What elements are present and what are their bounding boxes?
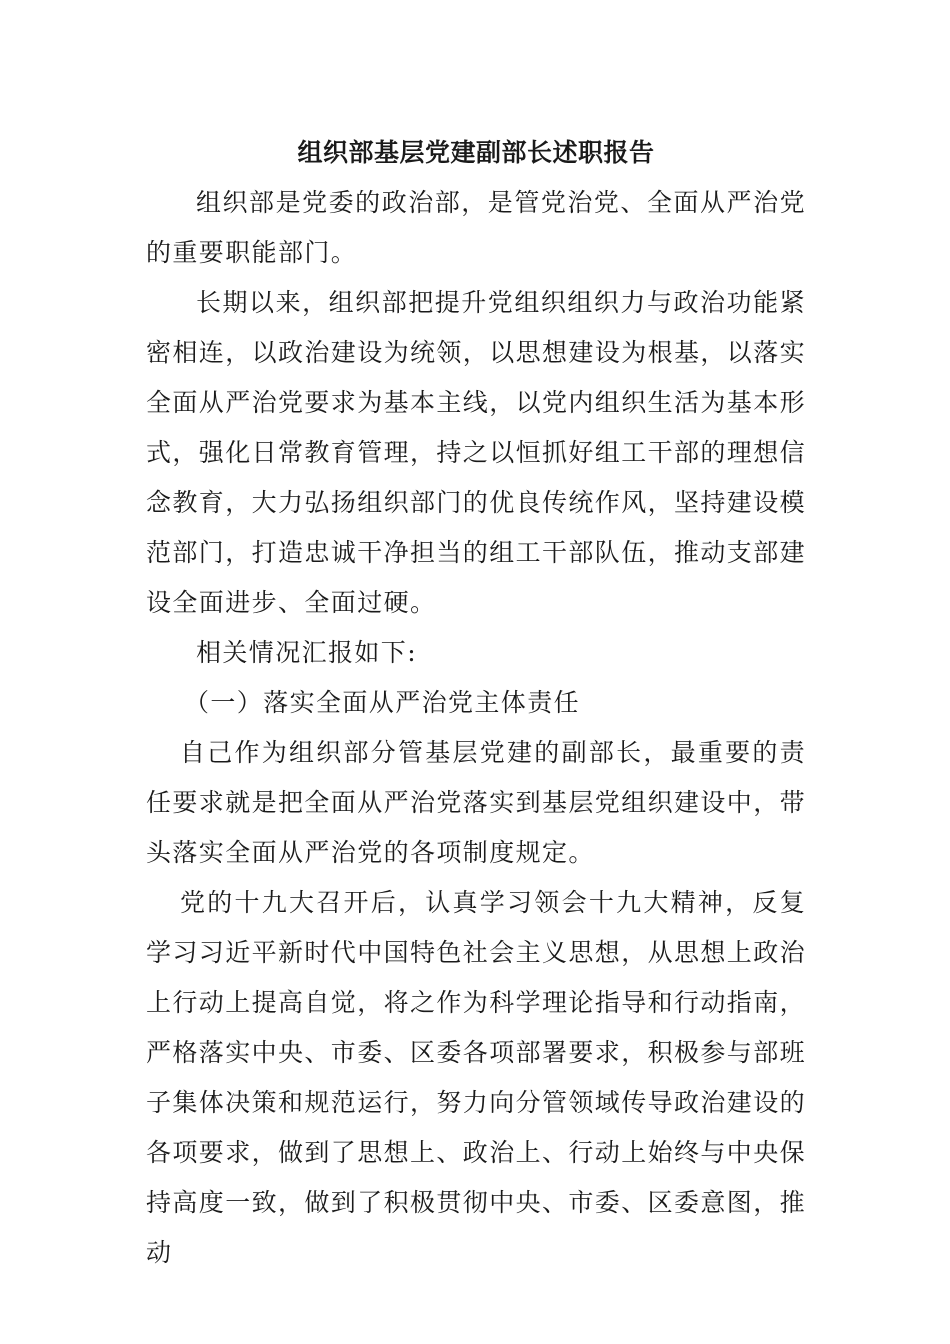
paragraph-nineteenth-congress: 党的十九大召开后，认真学习领会十九大精神，反复学习习近平新时代中国特色社会主义思想，从思想上政治上行动上提高自觉，将之作为科学理论指导和行动指南，严格落实中央、市委、区委各项部署要求，积极参与部班子集体决策和规范运行，努力向分管领域传导政治建设的各项要求，做到了思想上、政治上、行动上始终与中央保持高度一致，做到了积极贯彻中央、市委、区委意图，推动 — [146, 888, 807, 1267]
paragraph-report-lead: 相关情况汇报如下: — [196, 638, 418, 667]
paragraph-responsibility: 自己作为组织部分管基层党建的副部长，最重要的责任要求就是把全面从严治党落实到基层党组织建设中，带头落实全面从严治党的各项制度规定。 — [146, 738, 807, 867]
paragraph-intro: 组织部是党委的政治部，是管党治党、全面从严治党的重要职能部门。 — [146, 188, 806, 267]
section-heading-1: （一）落实全面从严治党主体责任 — [184, 688, 581, 717]
document-page — [146, 128, 806, 1278]
document-title: 组织部基层党建副部长述职报告 — [297, 138, 655, 167]
paragraph-background: 长期以来，组织部把提升党组织组织力与政治功能紧密相连，以政治建设为统领，以思想建设为根基，以落实全面从严治党要求为基本主线，以党内组织生活为基本形式，强化日常教育管理，持之以恒抓好组工干部的理想信念教育，大力弘扬组织部门的优良传统作风，坚持建设模范部门，打造忠诚干净担当的组工干部队伍，推动支部建设全面进步、全面过硬。 — [146, 288, 807, 617]
